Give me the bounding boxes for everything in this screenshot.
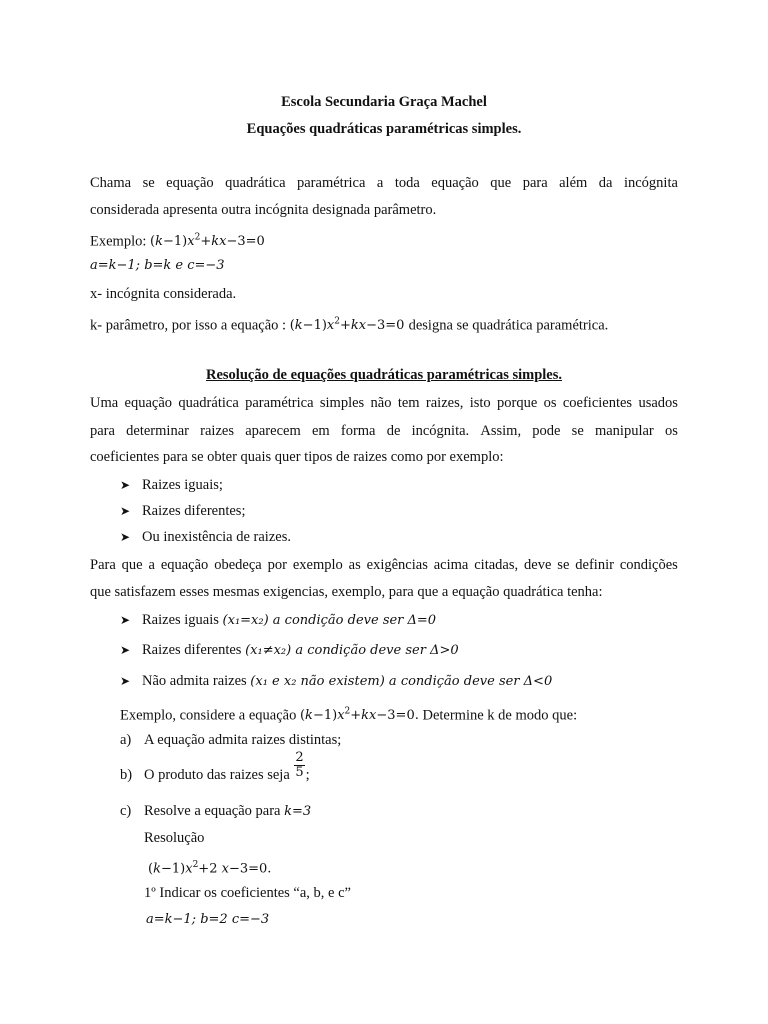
section-p1-line-2 [90, 422, 678, 440]
word: que [121, 557, 143, 573]
word: equação [124, 395, 173, 411]
school-name: Escola Secundaria Graça Machel [281, 94, 487, 110]
condition-math: (x₁ e x₂ não existem) a condição deve ser Δ<0 [250, 674, 553, 689]
section-p1-line-3: coeficientes para se obter quais quer tipos de raizes como por exemplo: [90, 449, 504, 465]
k-value: k=3 [284, 804, 312, 819]
word: usados [638, 395, 678, 411]
word: Para [90, 557, 116, 573]
word: equação [166, 175, 214, 191]
word: manipular [594, 423, 654, 439]
word: incógnita [623, 175, 678, 191]
word: incógnita. [411, 423, 470, 439]
condition-math: (x₁=x₂) a condição deve ser Δ=0 [222, 613, 437, 628]
word: raizes, [425, 395, 464, 411]
bullet-item [120, 502, 245, 520]
x-definition: x- incógnita considerada. [90, 286, 237, 302]
resolution-heading: Resolução [144, 830, 205, 846]
word: porque [496, 395, 538, 411]
word: se [557, 557, 570, 573]
condition-math: (x₁≠x₂) a condição deve ser Δ>0 [245, 643, 459, 658]
word: pode [532, 423, 561, 439]
word: equação [160, 557, 209, 573]
item-c [120, 802, 311, 821]
k-def-suffix: designa se quadrática paramétrica. [408, 317, 609, 334]
word: quadrática [225, 175, 286, 191]
item-label: b) [120, 767, 133, 783]
bullet-item [120, 528, 291, 546]
word: Assim, [480, 423, 522, 439]
word: equação [431, 175, 479, 191]
k-def-prefix: k- parâmetro, por isso a equação : [90, 317, 287, 334]
intro-line-2: considerada apresenta outra incógnita designada parâmetro. [90, 202, 437, 218]
fraction-numerator: 2 [295, 750, 304, 766]
section-p1-line-1 [90, 394, 678, 412]
word: citadas, [474, 557, 519, 573]
word: quadrática [178, 395, 239, 411]
word: obedeça [214, 557, 262, 573]
example-line [90, 229, 265, 251]
fraction-denominator: 5 [295, 765, 304, 781]
word: paramétrica [245, 395, 314, 411]
word: para [90, 423, 115, 439]
arrow-bullet-icon: ➤ [120, 613, 131, 627]
condition-text: Raizes diferentes [142, 642, 242, 658]
section-title-text: Resolução de equações quadráticas paramétricas simples. [205, 367, 563, 383]
word: isto [469, 395, 491, 411]
word: simples [319, 395, 365, 411]
resolution-equation: $(k-1)x^2+2$ x−3=0. [148, 860, 272, 877]
coefficients-line: a=k−1; b=k e c=−3 [90, 258, 225, 273]
section-title [0, 367, 768, 384]
word: Uma [90, 395, 119, 411]
exercise-statement [120, 703, 577, 725]
word: Chama [90, 175, 132, 191]
arrow-bullet-icon: ➤ [120, 674, 131, 688]
word: se [571, 423, 584, 439]
item-text: Resolve a equação para [144, 803, 281, 819]
fraction [294, 751, 304, 780]
example-label: Exemplo: [90, 233, 147, 250]
arrow-bullet-icon: ➤ [120, 643, 131, 657]
word: exigências [366, 557, 428, 573]
item-text: A equação admita raizes distintas; [144, 732, 342, 748]
condition-item [120, 641, 459, 660]
arrow-bullet-icon: ➤ [120, 530, 131, 544]
section-p2-line-1 [90, 556, 678, 574]
coefficients-2: a=k−1; b=2 c=−3 [146, 912, 270, 927]
item-label: c) [120, 803, 132, 819]
word: paramétrica [297, 175, 366, 191]
condition-text: Não admita raizes [142, 673, 247, 689]
step-1: 1º Indicar os coeficientes “a, b, e c” [144, 885, 351, 901]
word: não [370, 395, 392, 411]
word: condições [619, 557, 678, 573]
example-equation: $(k-1)x^2+kx-3=0$ [150, 233, 265, 250]
word: em [311, 423, 330, 439]
bullet-text: Ou inexistência de raizes. [142, 529, 291, 545]
item-text: O produto das raizes seja [144, 767, 290, 783]
intro-line-1 [90, 174, 678, 192]
bullet-text: Raizes diferentes; [142, 503, 246, 519]
word: forma [340, 423, 376, 439]
exercise-suffix: Determine k de modo que: [422, 707, 578, 724]
word: os [664, 423, 678, 439]
word: determinar [126, 423, 189, 439]
exercise-equation: $(k-1)x^2+kx-3=0$. [299, 707, 419, 724]
word: os [543, 395, 557, 411]
item-a [120, 731, 341, 749]
word: acima [433, 557, 469, 573]
word: se [142, 175, 155, 191]
word: a [376, 175, 384, 191]
arrow-bullet-icon: ➤ [120, 478, 131, 492]
k-def-equation: $(k-1)x^2+kx-3=0$ [289, 317, 409, 334]
item-b: b) O produto das raizes seja $\frac{2}{5}$ ; [120, 750, 310, 783]
item-label: a) [120, 732, 132, 748]
word: que [490, 175, 512, 191]
word: definir [575, 557, 614, 573]
word: a [148, 557, 155, 573]
word: além [559, 175, 588, 191]
condition-item [120, 672, 552, 691]
word: tem [397, 395, 420, 411]
word: para [522, 175, 548, 191]
word: coeficientes [562, 395, 633, 411]
condition-text: Raizes iguais [142, 612, 219, 628]
section-p2-line-2: que satisfazem esses mesmas exigencias, exemplo, para que a equação quadrática tenha: [90, 584, 603, 600]
word: toda [394, 175, 420, 191]
word: por [267, 557, 287, 573]
word: as [348, 557, 361, 573]
word: da [598, 175, 613, 191]
word: deve [524, 557, 552, 573]
bullet-item [120, 476, 223, 494]
bullet-text: Raizes iguais; [142, 477, 223, 493]
k-definition [90, 313, 608, 335]
condition-item [120, 611, 436, 630]
word: aparecem [245, 423, 301, 439]
document-topic: Equações quadráticas paramétricas simples. [246, 121, 522, 137]
exercise-prefix: Exemplo, considere a equação [120, 707, 297, 724]
word: exemplo [292, 557, 343, 573]
word: raizes [200, 423, 234, 439]
arrow-bullet-icon: ➤ [120, 504, 131, 518]
word: de [386, 423, 401, 439]
